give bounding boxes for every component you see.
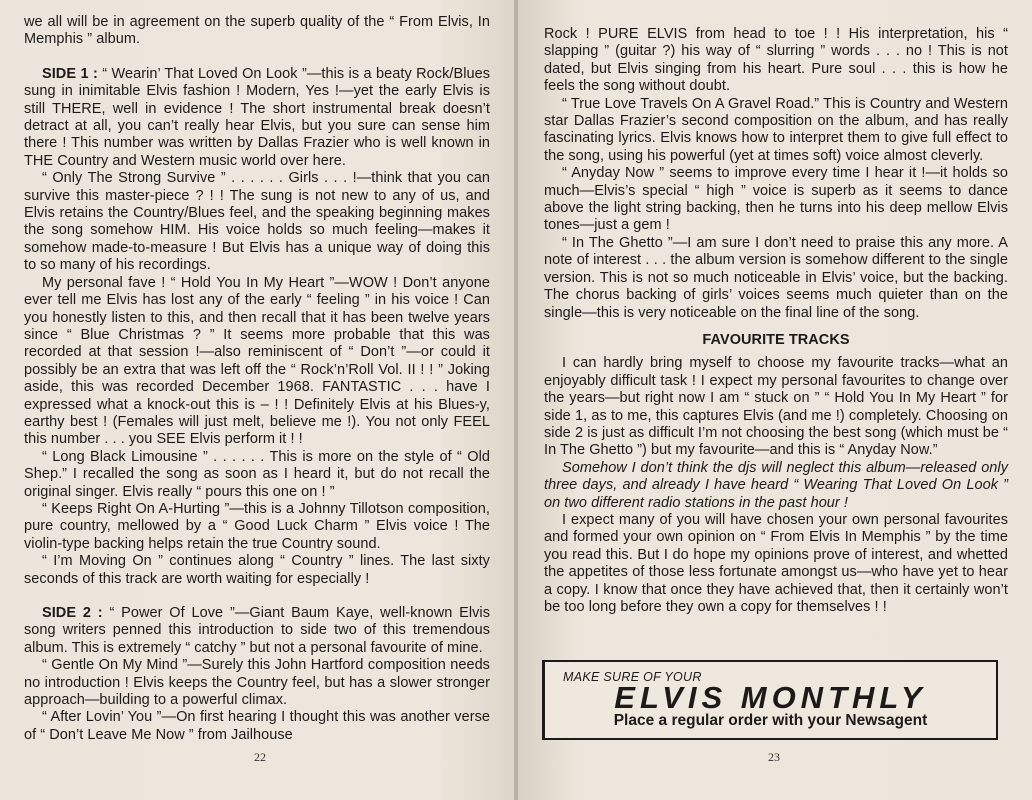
paragraph-italic: Somehow I don’t think the djs will neglect this album—released only three days, and already I have heard “ Wearing That Loved On Look ” on two different radio stations in the past hour ! [544, 459, 1008, 511]
paragraph: we all will be in agreement on the superb quality of the “ From Elvis, In Memphis ” album. [24, 14, 490, 48]
paragraph: I expect many of you will have chosen your own personal favourites and formed your own opinion on “ From Elvis In Memphis ” by the time you read this. But I do hope my opinions prove of interest, and whetted the appetites of those less fortunate amongst us—who have yet to hear a copy. I know that once they have achieved that, then it certainly won’t be too long before they own a copy for themselves ! ! [544, 511, 1008, 615]
paragraph-side-1: SIDE 1 : “ Wearin’ That Loved On Look ”—this is a beaty Rock/Blues sung in inimitable Elvis fashion ! Modern, Yes !—yet the early Elvis is still THERE, well in evidence ! The short instrumental break doesn’t detract at all, you can’t really hear Elvis, but you sure can sense him there ! This number was written by Dallas Frazier who is well known in THE Country and Western music world over here. [24, 65, 490, 169]
paragraph: I can hardly bring myself to choose my favourite tracks—what an enjoyably difficult task ! I expect my personal favourites to change over the years—but right now I am “ stuck on ” “ Hold You In My Heart ” for side 1, as to me, this captures Elvis (and me !) completely. Choosing on side 2 is just as difficult I’m not choosing the best song (which must be “ In The Ghetto ”) but my favourite—and this is “ Anyday Now.” [544, 355, 1008, 459]
paragraph: “ Keeps Right On A-Hurting ”—this is a Johnny Tillotson composition, pure country, mellowed by a “ Good Luck Charm ” Elvis voice ! The violin-type backing helps retain the true Country sound. [24, 500, 490, 552]
paragraph: “ Long Black Limousine ” . . . . . . This is more on the style of “ Old Shep.” I recalled the song as soon as I heard it, but do not recall the original singer. Elvis really “ pours this one on ! ” [24, 448, 490, 500]
paragraph: “ Anyday Now ” seems to improve every time I hear it !—it holds so much—Elvis’s special “ high ” voice is superb as it seems to dance above the light string backing, then he turns into his deep mellow Elvis tones—just a gem ! [544, 165, 1008, 234]
paragraph: “ Only The Strong Survive ” . . . . . . Girls . . . !—think that you can survive this master-piece ? ! ! The sung is not new to any of us, and Elvis retains the Country/Blues feel, and the speaking beginning makes the song somehow HIM. His voice holds so much feeling—makes it somehow made-to-measure ! But Elvis has a unique way of doing this to so many of his recordings. [24, 170, 490, 274]
right-page [518, 0, 1032, 800]
paragraph: Rock ! PURE ELVIS from head to toe ! ! His interpretation, his “ slapping ” (guitar ?) his way of “ slurring ” words . . . no ! This is not dated, but Elvis singing from his heart. Pure soul . . . this is how he feels the song without doubt. [544, 26, 1008, 95]
elvis-monthly-advert [542, 660, 998, 740]
advert-title: ELVIS MONTHLY [614, 680, 927, 715]
right-column [544, 26, 1008, 616]
section-heading: FAVOURITE TRACKS [702, 331, 850, 348]
page-number: 23 [768, 750, 780, 764]
paragraph: “ True Love Travels On A Gravel Road.” This is Country and Western star Dallas Frazier’s second composition on the album, and has really fascinating lyrics. Elvis knows how to interpret them to give full effect to the song, using his powerful (yet at times soft) voice almost cleverly. [544, 95, 1008, 164]
left-column [24, 14, 490, 744]
advert-tagline: MAKE SURE OF YOUR [563, 670, 702, 684]
advert-subtitle: Place a regular order with your Newsagent [613, 712, 928, 729]
side-2-label: SIDE 2 : [42, 605, 103, 621]
paragraph: “ After Lovin’ You ”—On first hearing I thought this was another verse of “ Don’t Leave Me Now ” from Jailhouse [24, 709, 490, 743]
paragraph: “ In The Ghetto ”—I am sure I don’t need to praise this any more. A note of interest . . . the album version is somehow different to the single version. This is not so much noticeable in Elvis’ voice, but the backing. The chorus backing of girls’ voices seems much quieter than on the single—this is very noticeable on the final line of the song. [544, 234, 1008, 321]
paragraph: “ Gentle On My Mind ”—Surely this John Hartford composition needs no introduction ! Elvis keeps the Country feel, but has a slower stronger approach—building to a powerful climax. [24, 657, 490, 709]
paragraph-side-2: SIDE 2 : “ Power Of Love ”—Giant Baum Kaye, well-known Elvis song writers penned this introduction to side two of this tremendous album. This is extremely “ catchy ” but not a personal favourite of mine. [24, 605, 491, 656]
paragraph: My personal fave ! “ Hold You In My Heart ”—WOW ! Don’t anyone ever tell me Elvis has lost any of the early “ feeling ” in his voice ! Can you honestly listen to this, and then recall that it has been twelve years since “ Blue Christmas ? ” It seems more probable that this was recorded at that session !—also reminiscent of “ Don’t ”—or could it possibly be an extra that was left off the “ Rock’n’Roll Vol. II ! ! ” Joking aside, this was recorded December 1968. FANTASTIC . . . have I expressed what a knock-out this is – ! ! Definitely Elvis at his Blues-y, earthy best ! (Females will just melt, believe me !). You not only FEEL this number . . . you SEE Elvis perform it ! ! [24, 274, 490, 448]
paragraph: “ I’m Moving On ” continues along “ Country ” lines. The last sixty seconds of this track are worth waiting for especially ! [24, 553, 490, 587]
page-number: 22 [254, 750, 266, 764]
left-page [0, 0, 514, 800]
side-1-label: SIDE 1 : [42, 65, 98, 82]
